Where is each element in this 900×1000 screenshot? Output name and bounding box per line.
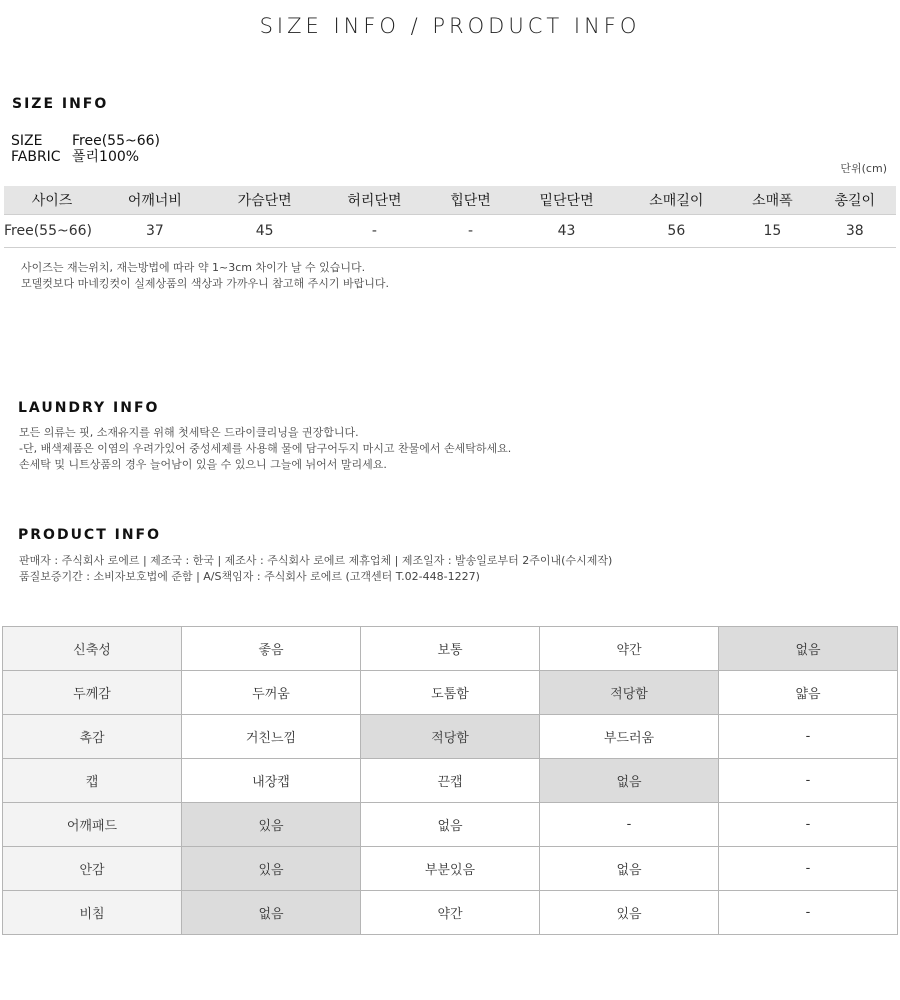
size-notes (21, 260, 389, 292)
size-label: SIZE (11, 133, 43, 149)
size-cell: 38 (814, 215, 896, 248)
product-line: 판매자 : 주식회사 로에르 | 제조국 : 한국 | 제조사 : 주식회사 로에르 제휴업체 | 제조일자 : 발송일로부터 2주이내(수시제작) (19, 554, 613, 567)
property-option: 보통 (361, 627, 540, 671)
property-row (3, 803, 898, 847)
size-col-header: 소매폭 (731, 186, 813, 215)
property-option: 좋음 (182, 627, 361, 671)
size-col-header: 사이즈 (4, 186, 100, 215)
property-table (2, 626, 898, 935)
size-cell: 56 (621, 215, 731, 248)
property-row (3, 847, 898, 891)
property-row (3, 671, 898, 715)
size-cell: 43 (512, 215, 622, 248)
size-table-header (4, 186, 896, 215)
size-cell: - (429, 215, 511, 248)
property-label: 안감 (3, 847, 182, 891)
laundry-notes (19, 425, 511, 473)
property-option: 내장캡 (182, 759, 361, 803)
laundry-line: -단, 배색제품은 이염의 우려가있어 중성세제를 사용해 물에 담구어두지 마시고 찬물에서 손세탁하세요. (19, 442, 512, 455)
size-value: Free(55~66) (72, 133, 160, 149)
property-label: 촉감 (3, 715, 182, 759)
product-info-heading: PRODUCT INFO (18, 527, 162, 543)
size-info-heading: SIZE INFO (12, 96, 109, 112)
property-label: 신축성 (3, 627, 182, 671)
property-option: 약간 (361, 891, 540, 935)
property-option: 있음 (540, 891, 719, 935)
property-option: - (719, 759, 898, 803)
laundry-line: 손세탁 및 니트상품의 경우 늘어남이 있을 수 있으니 그늘에 뉘어서 말리세요. (19, 458, 387, 471)
property-option-selected: 적당함 (361, 715, 540, 759)
laundry-line: 모든 의류는 핏, 소재유지를 위해 첫세탁은 드라이클리닝을 권장합니다. (19, 426, 359, 439)
property-option-selected: 적당함 (540, 671, 719, 715)
property-option: 끈캡 (361, 759, 540, 803)
property-option: - (719, 715, 898, 759)
property-option: 약간 (540, 627, 719, 671)
property-label: 캡 (3, 759, 182, 803)
size-col-header: 소매길이 (621, 186, 731, 215)
property-option-selected: 없음 (540, 759, 719, 803)
table-row (4, 215, 896, 248)
size-col-header: 밑단단면 (512, 186, 622, 215)
property-option: - (719, 847, 898, 891)
property-option-selected: 없음 (719, 627, 898, 671)
size-note: 사이즈는 재는위치, 재는방법에 따라 약 1~3cm 차이가 날 수 있습니다. (21, 261, 366, 274)
unit-label: 단위(cm) (840, 162, 887, 175)
size-col-header: 총길이 (814, 186, 896, 215)
property-row (3, 627, 898, 671)
property-option-selected: 있음 (182, 803, 361, 847)
property-option: 도톰함 (361, 671, 540, 715)
size-cell: - (320, 215, 430, 248)
fabric-label: FABRIC (11, 149, 61, 165)
size-col-header: 가슴단면 (210, 186, 320, 215)
property-option: - (719, 891, 898, 935)
property-row (3, 891, 898, 935)
property-option: - (719, 803, 898, 847)
size-col-header: 힙단면 (429, 186, 511, 215)
size-cell: Free(55~66) (4, 215, 100, 248)
page-title: SIZE INFO / PRODUCT INFO (259, 14, 641, 38)
size-meta (11, 133, 160, 165)
product-notes (19, 553, 612, 585)
size-table (4, 186, 896, 248)
property-option: 없음 (540, 847, 719, 891)
product-line: 품질보증기간 : 소비자보호법에 준함 | A/S책임자 : 주식회사 로에르 (고객센터 T.02-448-1227) (19, 570, 480, 583)
size-note: 모델컷보다 마네킹컷이 실제상품의 색상과 가까우니 참고해 주시기 바랍니다. (21, 277, 390, 290)
property-option: 부드러움 (540, 715, 719, 759)
property-option-selected: 있음 (182, 847, 361, 891)
laundry-info-heading: LAUNDRY INFO (18, 400, 160, 416)
property-option-selected: 없음 (182, 891, 361, 935)
size-cell: 45 (210, 215, 320, 248)
size-cell: 15 (731, 215, 813, 248)
size-col-header: 어깨너비 (100, 186, 210, 215)
property-row (3, 715, 898, 759)
size-col-header: 허리단면 (320, 186, 430, 215)
fabric-value: 폴리100% (72, 149, 140, 165)
property-option: 없음 (361, 803, 540, 847)
property-option: - (540, 803, 719, 847)
property-option: 두꺼움 (182, 671, 361, 715)
property-label: 두께감 (3, 671, 182, 715)
property-label: 비침 (3, 891, 182, 935)
size-cell: 37 (100, 215, 210, 248)
property-option: 거친느낌 (182, 715, 361, 759)
property-option: 부분있음 (361, 847, 540, 891)
property-row (3, 759, 898, 803)
property-label: 어깨패드 (3, 803, 182, 847)
property-option: 얇음 (719, 671, 898, 715)
